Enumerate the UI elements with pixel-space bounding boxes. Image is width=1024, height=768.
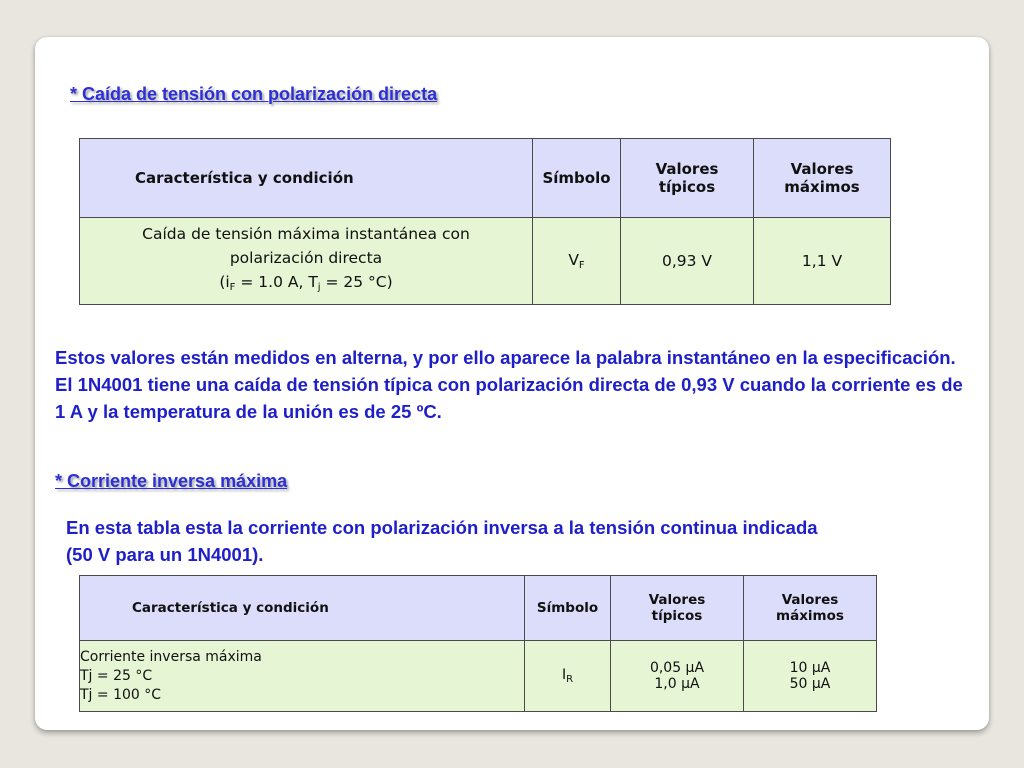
header-typical: Valores típicos <box>621 139 754 218</box>
cell-symbol: $I_R$ <box>525 641 611 712</box>
header-max: Valores máximos <box>744 576 877 641</box>
header-symbol: Símbolo <box>525 576 611 641</box>
section-heading-reverse-current: * Corriente inversa máxima <box>55 471 288 491</box>
header-max: Valores máximos <box>754 139 891 218</box>
cell-symbol: $V_F$ <box>533 218 621 305</box>
reverse-current-table <box>79 575 877 712</box>
header-characteristic: Característica y condición <box>80 139 533 218</box>
explanation-paragraph: Estos valores están medidos en alterna, y por ello aparece la palabra instantáneo en la especificación. El 1N4001 tiene una caída de tensión típica con polarización directa de 0,93 V cuando la corriente es de 1 A y la temperatura de la unión es de 25 ºC. <box>55 347 963 422</box>
table-row <box>80 218 891 305</box>
reverse-current-paragraph: En esta tabla esta la corriente con polarización inversa a la tensión continua indicada (50 V para un 1N4001). <box>66 517 818 565</box>
forward-voltage-table <box>79 138 891 305</box>
header-typical: Valores típicos <box>611 576 744 641</box>
cell-typical: 0,05 μA 1,0 μA <box>611 641 744 712</box>
cell-max: 10 μA 50 μA <box>744 641 877 712</box>
cell-typical: 0,93 V <box>621 218 754 305</box>
cell-max: 1,1 V <box>754 218 891 305</box>
cell-condition: Corriente inversa máxima Tj = 25 °C Tj = 100 °C <box>80 641 525 712</box>
section-heading-forward-voltage: * Caída de tensión con polarización directa <box>70 84 438 104</box>
header-symbol: Símbolo <box>533 139 621 218</box>
table-header-row <box>80 576 877 641</box>
header-characteristic: Característica y condición <box>80 576 525 641</box>
cell-condition: Caída de tensión máxima instantánea con polarización directa ($i_F = 1.0$ A, $T_j = 25$ °C) <box>80 218 533 305</box>
table-header-row <box>80 139 891 218</box>
table-row <box>80 641 877 712</box>
